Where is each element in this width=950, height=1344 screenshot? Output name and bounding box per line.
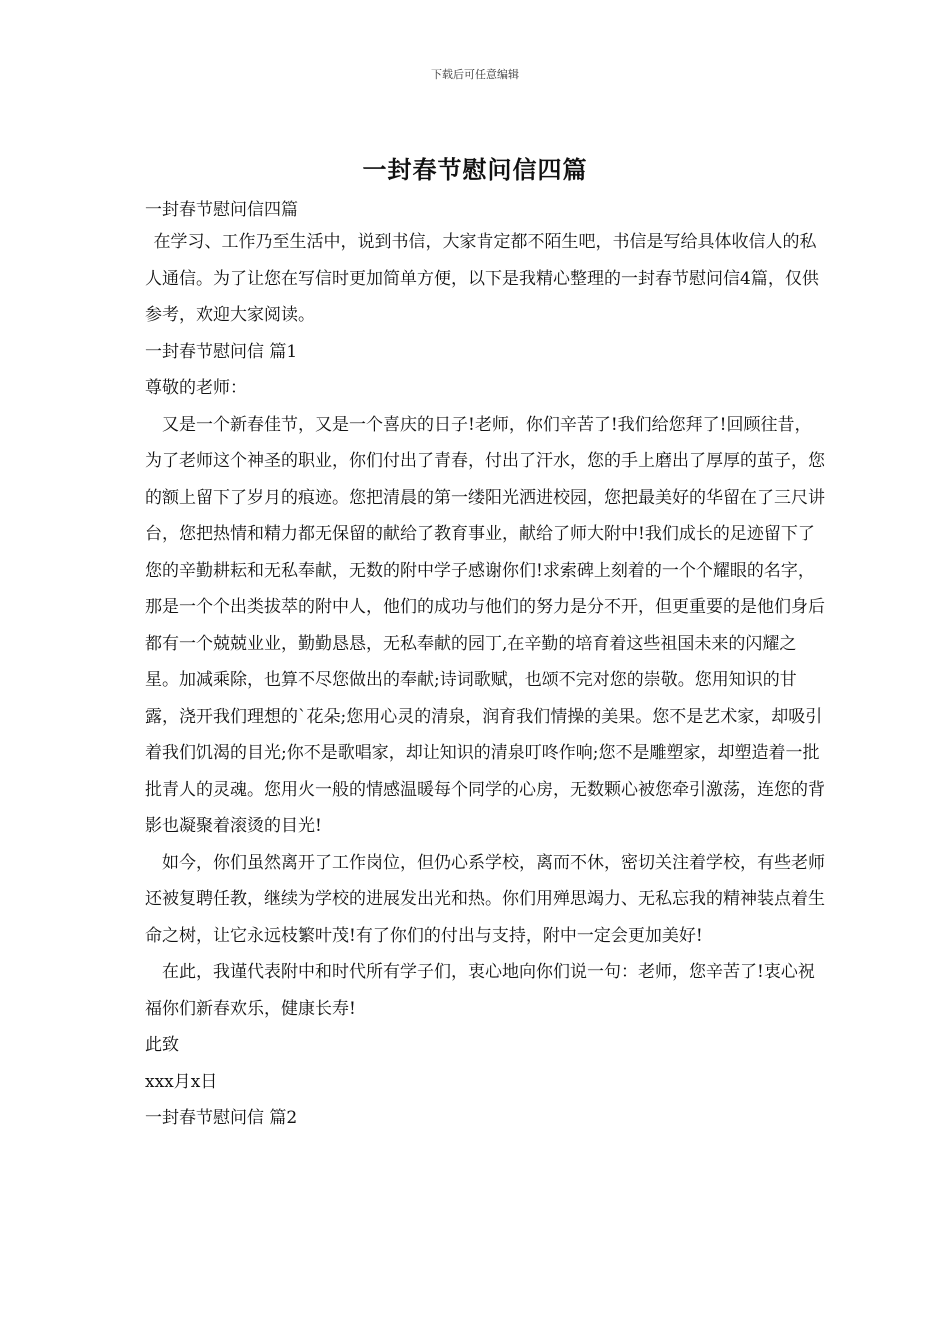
intro-paragraph: 在学习、工作乃至生活中，说到书信，大家肯定都不陌生吧，书信是写给具体收信人的私人通信。为了让您在写信时更加简单方便，以下是我精心整理的一封春节慰问信4篇，仅供参考，欢迎大家阅读。 <box>145 232 819 325</box>
letter1-paragraph-1: 又是一个新春佳节，又是一个喜庆的日子!老师，你们辛苦了!我们给您拜了!回顾往昔，为了老师这个神圣的职业，你们付出了青春，付出了汗水，您的手上磨出了厚厚的茧子，您的额上留下了岁月的痕迹。您把清晨的第一缕阳光洒进校园，您把最美好的华留在了三尺讲台，您把热情和精力都无保留的献给了教育事业，献给了师大附中!我们成长的足迹留下了您的辛勤耕耘和无私奉献，无数的附中学子感谢你们!求索碑上刻着的一个个耀眼的名字，那是一个个出类拔萃的附中人，他们的成功与他们的努力是分不开，但更重要的是他们身后都有一个兢兢业业，勤勤恳恳，无私奉献的园丁,在辛勤的培育着这些祖国未来的闪耀之星。加减乘除，也算不尽您做出的奉献;诗词歌赋，也颂不完对您的崇敬。您用知识的甘露，浇开我们理想的`花朵;您用心灵的清泉，润育我们情操的美果。您不是艺术家，却吸引着我们饥渴的目光;你不是歌唱家，却让知识的清泉叮咚作响;您不是雕塑家，却塑造着一批批青人的灵魂。您用火一般的情感温暖每个同学的心房，无数颗心被您牵引激荡，连您的背影也凝聚着滚烫的目光! <box>145 414 825 836</box>
letter1-salutation: 尊敬的老师： <box>145 378 247 398</box>
document-subtitle: 一封春节慰问信四篇 <box>145 200 298 220</box>
letter1-paragraph-2: 如今，你们虽然离开了工作岗位，但仍心系学校，离而不休，密切关注着学校，有些老师还被复聘任教，继续为学校的进展发出光和热。你们用殚思竭力、无私忘我的精神装点着生命之树，让它永远枝繁叶茂!有了你们的付出与支持，附中一定会更加美好! <box>145 852 825 946</box>
letter1-date: xxx月x日 <box>145 1071 218 1092</box>
letter2-heading: 一封春节慰问信 篇2 <box>145 1108 298 1128</box>
header-note: 下载后可任意编辑 <box>431 68 519 81</box>
letter1-closing: 此致 <box>145 1035 179 1055</box>
letter1-paragraph-3: 在此，我谨代表附中和时代所有学子们，衷心地向你们说一句：老师，您辛苦了!衷心祝福你们新春欢乐，健康长寿! <box>145 962 815 1019</box>
document-body <box>145 196 825 1137</box>
document-title: 一封春节慰问信四篇 <box>362 155 588 184</box>
letter1-heading: 一封春节慰问信 篇1 <box>145 341 298 362</box>
